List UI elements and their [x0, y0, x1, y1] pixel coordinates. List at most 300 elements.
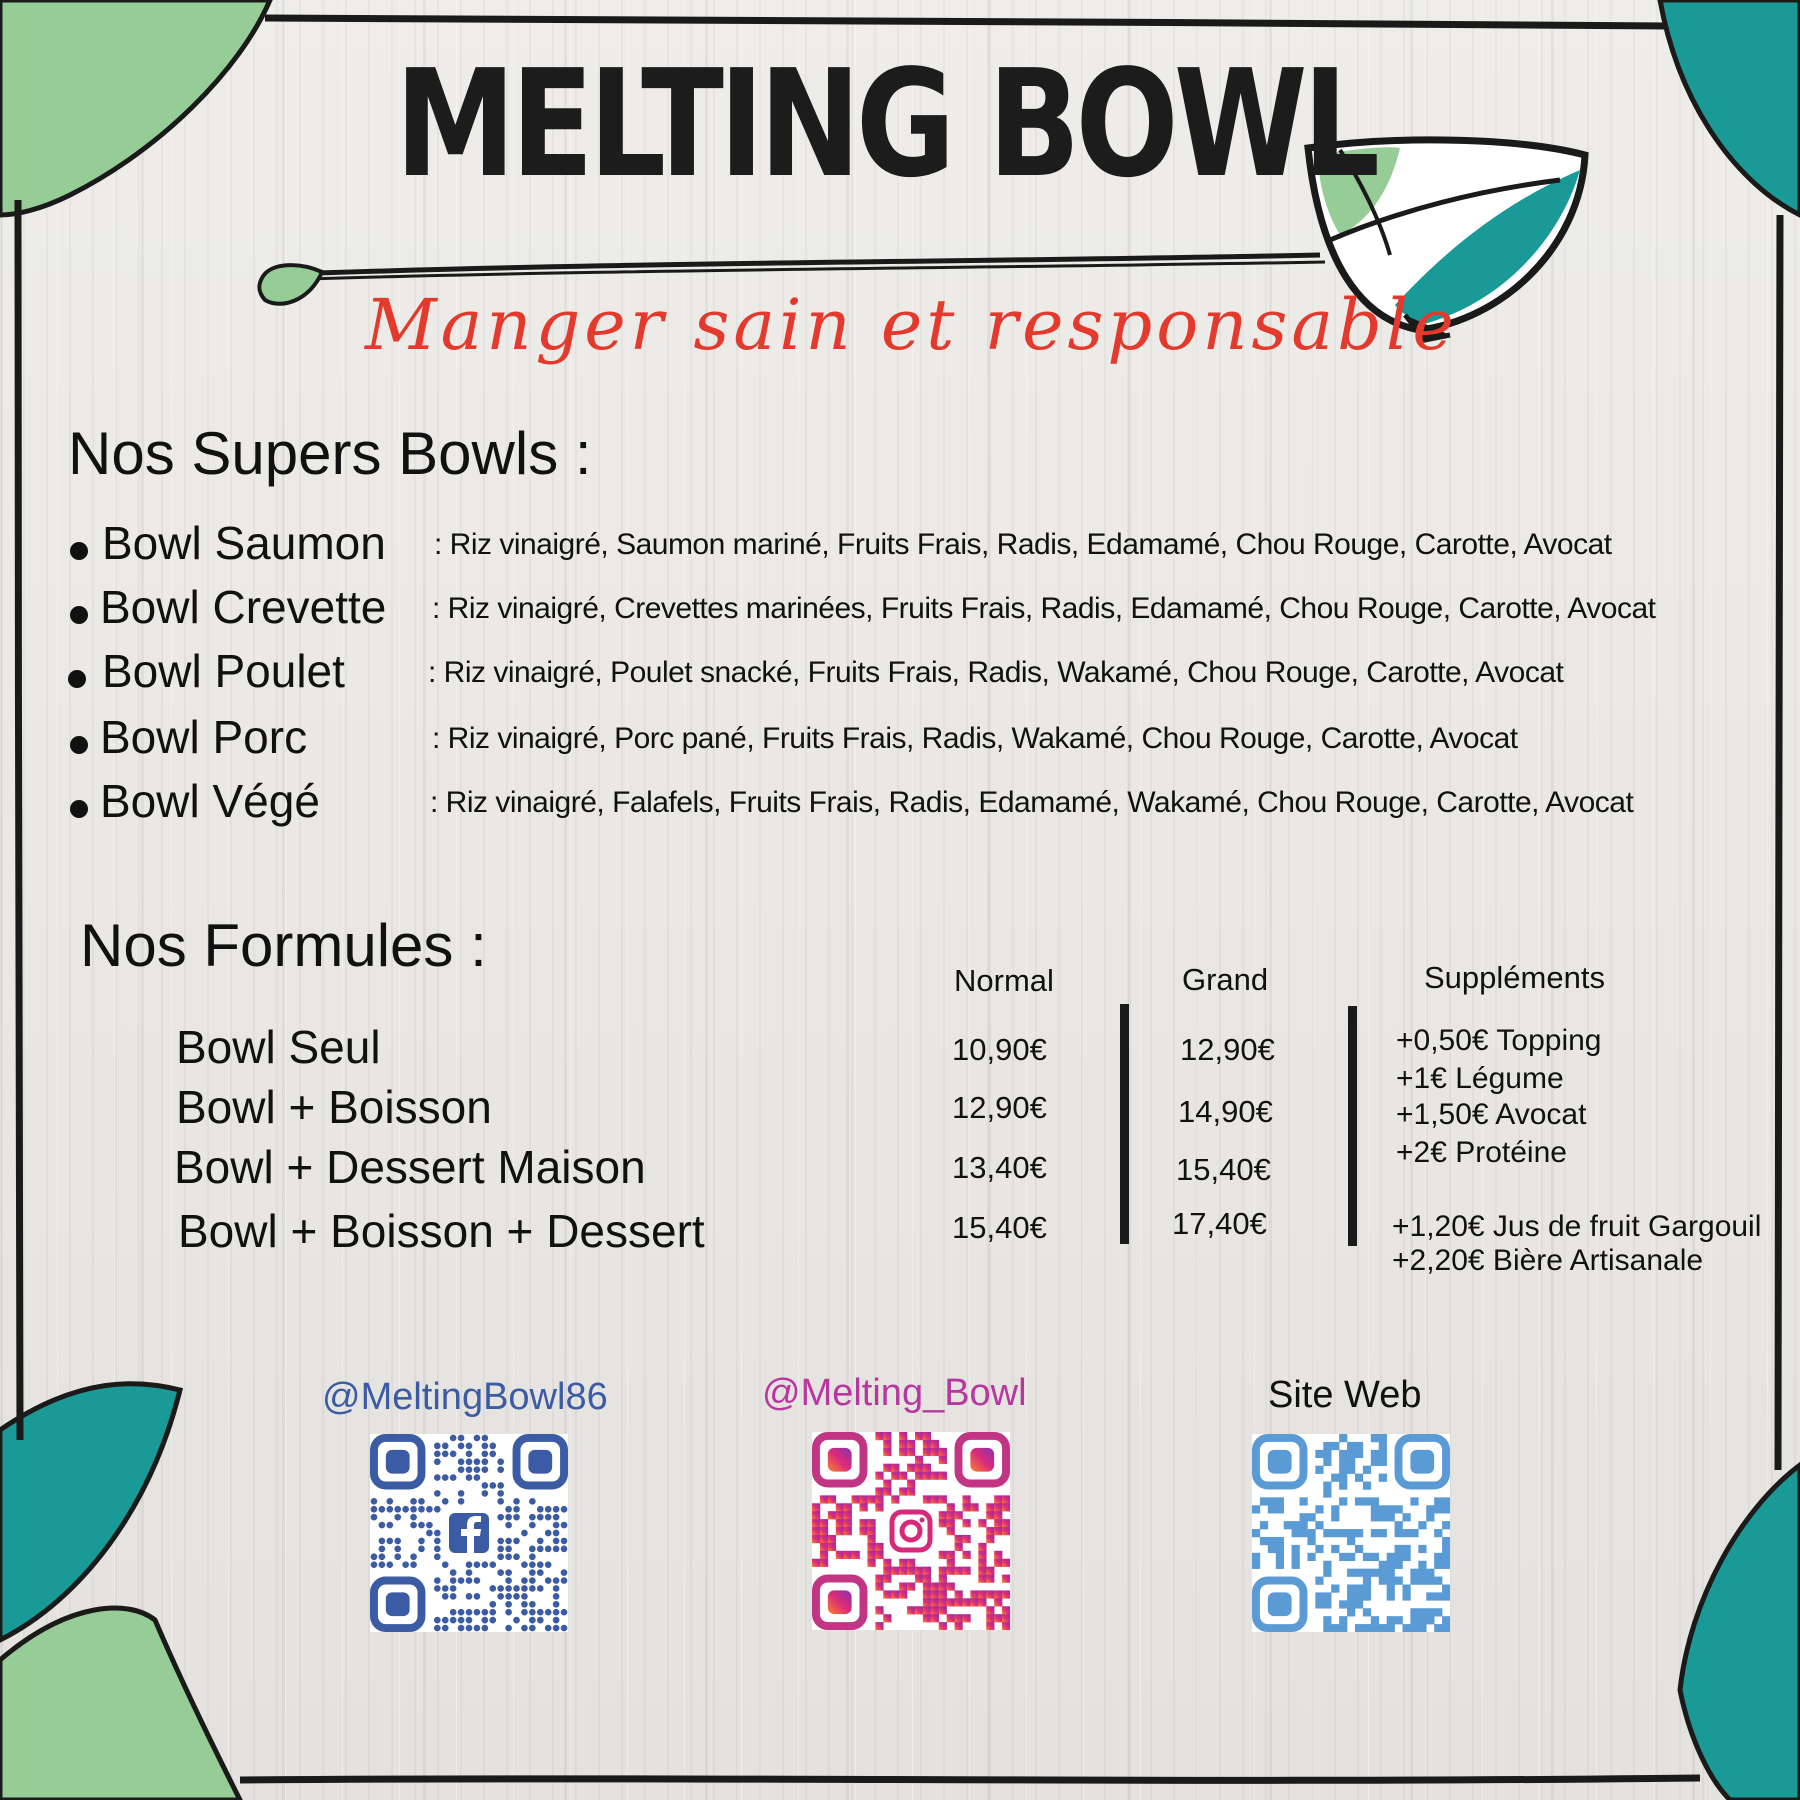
- qr-module: [1323, 1616, 1331, 1624]
- qr-module: [434, 1450, 441, 1457]
- qr-module: [1371, 1553, 1379, 1561]
- qr-module: [537, 1569, 544, 1576]
- qr-module: [844, 1503, 852, 1511]
- qr-module: [553, 1601, 560, 1608]
- qr-module: [482, 1443, 489, 1450]
- qr-finder-center: [386, 1450, 410, 1474]
- qr-module: [529, 1609, 536, 1616]
- list-item: [62, 516, 1782, 576]
- qr-module: [553, 1585, 560, 1592]
- qr-module: [1002, 1495, 1010, 1503]
- qr-module: [939, 1448, 947, 1456]
- qr-module: [513, 1553, 520, 1560]
- qr-module: [1260, 1497, 1268, 1505]
- qr-module: [1410, 1529, 1418, 1537]
- qr-module: [978, 1559, 986, 1567]
- qr-module: [1323, 1489, 1331, 1497]
- qr-module: [883, 1432, 891, 1440]
- qr-module: [1442, 1521, 1450, 1529]
- qr-module: [1395, 1553, 1403, 1561]
- qr-finder-center: [828, 1590, 852, 1614]
- qr-module: [1339, 1450, 1347, 1458]
- price-normal: 10,90€: [952, 1032, 1047, 1067]
- qr-module: [1442, 1553, 1450, 1561]
- instagram-icon: [888, 1508, 934, 1554]
- qr-module: [1331, 1442, 1339, 1450]
- qr-module: [1418, 1616, 1426, 1624]
- qr-module: [875, 1606, 883, 1614]
- qr-module: [1387, 1561, 1395, 1569]
- col-supplements-header: Suppléments: [1424, 960, 1605, 995]
- qr-module: [1410, 1577, 1418, 1585]
- qr-module: [1363, 1624, 1371, 1632]
- qr-module: [1387, 1584, 1395, 1592]
- qr-module: [994, 1590, 1002, 1598]
- qr-module: [836, 1511, 844, 1519]
- qr-module: [1387, 1592, 1395, 1600]
- qr-module: [1387, 1505, 1395, 1513]
- qr-module: [947, 1527, 955, 1535]
- qr-module: [386, 1538, 393, 1545]
- formules-heading: Nos Formules :: [80, 912, 487, 979]
- qr-module: [434, 1538, 441, 1545]
- qr-module: [474, 1474, 481, 1481]
- qr-module: [1355, 1474, 1363, 1482]
- qr-module: [545, 1577, 552, 1584]
- qr-module: [1395, 1505, 1403, 1513]
- qr-module: [867, 1535, 875, 1543]
- qr-module: [1315, 1521, 1323, 1529]
- qr-module: [1292, 1561, 1300, 1569]
- qr-module: [947, 1503, 955, 1511]
- qr-module: [1402, 1624, 1410, 1632]
- qr-module: [434, 1506, 441, 1513]
- qr-module: [923, 1464, 931, 1472]
- qr-module: [955, 1614, 963, 1622]
- qr-module: [836, 1527, 844, 1535]
- qr-module: [1395, 1561, 1403, 1569]
- qr-module: [907, 1559, 915, 1567]
- qr-module: [875, 1472, 883, 1480]
- qr-module: [474, 1625, 481, 1632]
- qr-module: [931, 1606, 939, 1614]
- qr-module: [939, 1567, 947, 1575]
- qr-module: [907, 1582, 915, 1590]
- qr-module: [1339, 1529, 1347, 1537]
- qr-module: [1315, 1600, 1323, 1608]
- qr-module: [1323, 1450, 1331, 1458]
- qr-module: [434, 1585, 441, 1592]
- qr-module: [915, 1464, 923, 1472]
- qr-module: [410, 1514, 417, 1521]
- qr-module: [1323, 1442, 1331, 1450]
- qr-module: [931, 1472, 939, 1480]
- qr-module: [1268, 1545, 1276, 1553]
- qr-module: [962, 1567, 970, 1575]
- bowl-name: Bowl Saumon: [102, 517, 386, 569]
- qr-module: [545, 1530, 552, 1537]
- qr-module: [1339, 1482, 1347, 1490]
- qr-module: [394, 1514, 401, 1521]
- qr-module: [1363, 1577, 1371, 1585]
- qr-finder-center: [528, 1450, 552, 1474]
- qr-module: [497, 1458, 504, 1465]
- qr-module: [1442, 1624, 1450, 1632]
- qr-module: [1426, 1569, 1434, 1577]
- qr-module: [561, 1522, 568, 1529]
- qr-module: [489, 1561, 496, 1568]
- qr-module: [947, 1598, 955, 1606]
- qr-module: [1379, 1474, 1387, 1482]
- qr-module: [489, 1609, 496, 1616]
- facebook-icon: [449, 1513, 489, 1553]
- qr-module: [1331, 1513, 1339, 1521]
- qr-module: [899, 1448, 907, 1456]
- qr-module: [899, 1432, 907, 1440]
- qr-module: [923, 1582, 931, 1590]
- qr-module: [442, 1474, 449, 1481]
- qr-module: [561, 1546, 568, 1553]
- qr-module: [1442, 1592, 1450, 1600]
- qr-module: [1371, 1529, 1379, 1537]
- qr-module: [1395, 1616, 1403, 1624]
- qr-module: [505, 1569, 512, 1576]
- qr-module: [426, 1506, 433, 1513]
- qr-module: [1363, 1584, 1371, 1592]
- qr-module: [1426, 1608, 1434, 1616]
- qr-module: [1323, 1561, 1331, 1569]
- qr-module: [434, 1530, 441, 1537]
- qr-module: [1379, 1561, 1387, 1569]
- qr-module: [426, 1530, 433, 1537]
- bowl-description: : Riz vinaigré, Falafels, Fruits Frais, Radis, Edamamé, Wakamé, Chou Rouge, Carotte, Avocat: [430, 786, 1634, 819]
- qr-module: [899, 1582, 907, 1590]
- qr-module: [505, 1546, 512, 1553]
- qr-module: [434, 1490, 441, 1497]
- qr-module: [434, 1617, 441, 1624]
- qr-module: [1323, 1458, 1331, 1466]
- qr-module: [1418, 1608, 1426, 1616]
- qr-module: [513, 1593, 520, 1600]
- bowls-heading: Nos Supers Bowls :: [68, 420, 592, 487]
- qr-module: [442, 1443, 449, 1450]
- qr-module: [1347, 1569, 1355, 1577]
- qr-module: [836, 1503, 844, 1511]
- qr-module: [939, 1598, 947, 1606]
- qr-module: [434, 1577, 441, 1584]
- qr-module: [537, 1546, 544, 1553]
- qr-module: [1331, 1545, 1339, 1553]
- qr-module: [482, 1435, 489, 1442]
- qr-module: [505, 1522, 512, 1529]
- qr-module: [939, 1622, 947, 1630]
- facebook-qr-code[interactable]: [370, 1434, 568, 1632]
- col-grand-header: Grand: [1182, 962, 1269, 997]
- qr-module: [923, 1495, 931, 1503]
- qr-module: [1418, 1577, 1426, 1585]
- qr-module: [986, 1590, 994, 1598]
- qr-module: [450, 1609, 457, 1616]
- qr-module: [899, 1590, 907, 1598]
- supplement-item: +1,50€ Avocat: [1396, 1098, 1587, 1131]
- bowl-description: : Riz vinaigré, Crevettes marinées, Fruits Frais, Radis, Edamamé, Chou Rouge, Carotte, Avocat: [432, 592, 1656, 625]
- qr-module: [1347, 1600, 1355, 1608]
- formule-name: Bowl Seul: [176, 1021, 381, 1073]
- qr-module: [458, 1458, 465, 1465]
- qr-module: [553, 1625, 560, 1632]
- qr-module: [553, 1546, 560, 1553]
- supplement-item: +2,20€ Bière Artisanale: [1392, 1244, 1704, 1277]
- qr-module: [986, 1503, 994, 1511]
- qr-module: [915, 1432, 923, 1440]
- qr-module: [1371, 1616, 1379, 1624]
- qr-module: [1339, 1466, 1347, 1474]
- qr-module: [1002, 1622, 1010, 1630]
- qr-module: [371, 1561, 378, 1568]
- qr-module: [947, 1567, 955, 1575]
- qr-module: [529, 1498, 536, 1505]
- qr-module: [1379, 1434, 1387, 1442]
- qr-module: [505, 1609, 512, 1616]
- qr-module: [434, 1474, 441, 1481]
- qr-module: [828, 1495, 836, 1503]
- list-item: [62, 580, 1782, 640]
- qr-module: [1426, 1616, 1434, 1624]
- qr-module: [994, 1551, 1002, 1559]
- qr-module: [1355, 1529, 1363, 1537]
- qr-module: [978, 1543, 986, 1551]
- website-qr-code[interactable]: [1252, 1434, 1450, 1632]
- qr-module: [386, 1506, 393, 1513]
- qr-module: [394, 1538, 401, 1545]
- website-label[interactable]: Site Web: [1268, 1374, 1422, 1416]
- qr-module: [497, 1553, 504, 1560]
- qr-module: [867, 1527, 875, 1535]
- qr-module: [458, 1609, 465, 1616]
- qr-module: [1331, 1474, 1339, 1482]
- qr-module: [986, 1606, 994, 1614]
- qr-module: [545, 1561, 552, 1568]
- qr-module: [899, 1567, 907, 1575]
- qr-module: [466, 1450, 473, 1457]
- brand-tagline: Manger sain et responsable: [365, 284, 1458, 366]
- qr-module: [497, 1498, 504, 1505]
- qr-module: [891, 1567, 899, 1575]
- qr-module: [1347, 1450, 1355, 1458]
- qr-module: [907, 1487, 915, 1495]
- qr-module: [1395, 1521, 1403, 1529]
- qr-module: [497, 1538, 504, 1545]
- qr-module: [986, 1535, 994, 1543]
- qr-module: [434, 1443, 441, 1450]
- qr-module: [513, 1514, 520, 1521]
- qr-module: [1339, 1624, 1347, 1632]
- qr-module: [1395, 1577, 1403, 1585]
- qr-module: [1434, 1553, 1442, 1561]
- qr-module: [529, 1625, 536, 1632]
- qr-module: [1339, 1616, 1347, 1624]
- qr-module: [947, 1582, 955, 1590]
- instagram-qr-code[interactable]: [812, 1432, 1010, 1630]
- qr-finder-center: [828, 1448, 852, 1472]
- qr-module: [875, 1503, 883, 1511]
- qr-module: [994, 1503, 1002, 1511]
- qr-module: [1434, 1497, 1442, 1505]
- qr-module: [947, 1551, 955, 1559]
- qr-module: [521, 1577, 528, 1584]
- qr-module: [489, 1482, 496, 1489]
- bowl-name: Bowl Végé: [100, 775, 320, 827]
- qr-module: [1323, 1529, 1331, 1537]
- qr-module: [1284, 1521, 1292, 1529]
- qr-module: [907, 1440, 915, 1448]
- qr-module: [537, 1585, 544, 1592]
- qr-module: [450, 1593, 457, 1600]
- qr-module: [466, 1593, 473, 1600]
- qr-module: [986, 1575, 994, 1583]
- formule-name: Bowl + Dessert Maison: [174, 1141, 646, 1193]
- qr-module: [1355, 1592, 1363, 1600]
- qr-module: [1434, 1592, 1442, 1600]
- qr-module: [883, 1464, 891, 1472]
- qr-module: [867, 1495, 875, 1503]
- qr-module: [1442, 1537, 1450, 1545]
- price-grand: 15,40€: [1176, 1152, 1271, 1187]
- qr-module: [1323, 1482, 1331, 1490]
- bullet-icon: [70, 542, 88, 560]
- qr-module: [1252, 1529, 1260, 1537]
- qr-module: [497, 1546, 504, 1553]
- qr-module: [529, 1617, 536, 1624]
- qr-module: [955, 1543, 963, 1551]
- qr-module: [978, 1598, 986, 1606]
- qr-module: [553, 1522, 560, 1529]
- qr-module: [474, 1458, 481, 1465]
- qr-module: [1331, 1505, 1339, 1513]
- qr-module: [521, 1625, 528, 1632]
- qr-module: [955, 1622, 963, 1630]
- qr-module: [915, 1606, 923, 1614]
- qr-module: [955, 1598, 963, 1606]
- instagram-handle[interactable]: @Melting_Bowl: [762, 1372, 1027, 1414]
- qr-module: [418, 1538, 425, 1545]
- qr-module: [505, 1601, 512, 1608]
- formule-name: Bowl + Boisson + Dessert: [178, 1205, 705, 1257]
- qr-module: [1387, 1616, 1395, 1624]
- qr-module: [907, 1464, 915, 1472]
- qr-module: [521, 1609, 528, 1616]
- qr-module: [1363, 1497, 1371, 1505]
- qr-module: [442, 1593, 449, 1600]
- qr-module: [418, 1522, 425, 1529]
- bowl-name: Bowl Crevette: [100, 581, 387, 633]
- qr-module: [891, 1590, 899, 1598]
- qr-module: [371, 1553, 378, 1560]
- qr-module: [1347, 1553, 1355, 1561]
- qr-module: [482, 1450, 489, 1457]
- qr-module: [1276, 1505, 1284, 1513]
- qr-module: [489, 1443, 496, 1450]
- qr-module: [875, 1582, 883, 1590]
- qr-module: [1418, 1545, 1426, 1553]
- qr-module: [962, 1519, 970, 1527]
- qr-module: [1442, 1505, 1450, 1513]
- qr-module: [986, 1614, 994, 1622]
- qr-module: [1347, 1608, 1355, 1616]
- qr-module: [1323, 1592, 1331, 1600]
- qr-module: [537, 1506, 544, 1513]
- qr-module: [434, 1458, 441, 1465]
- qr-module: [386, 1561, 393, 1568]
- qr-module: [812, 1535, 820, 1543]
- qr-module: [1347, 1466, 1355, 1474]
- qr-module: [505, 1585, 512, 1592]
- qr-module: [513, 1585, 520, 1592]
- qr-module: [474, 1466, 481, 1473]
- qr-module: [1379, 1624, 1387, 1632]
- supplement-item: +2€ Protéine: [1396, 1136, 1567, 1169]
- qr-module: [1363, 1569, 1371, 1577]
- qr-module: [883, 1575, 891, 1583]
- qr-module: [812, 1503, 820, 1511]
- qr-module: [1379, 1450, 1387, 1458]
- qr-module: [1410, 1624, 1418, 1632]
- qr-module: [394, 1506, 401, 1513]
- qr-module: [521, 1585, 528, 1592]
- column-divider: [1120, 1004, 1129, 1244]
- qr-module: [418, 1546, 425, 1553]
- qr-module: [1300, 1529, 1308, 1537]
- qr-module: [545, 1625, 552, 1632]
- qr-module: [1371, 1434, 1379, 1442]
- bowl-name: Bowl Poulet: [102, 645, 345, 697]
- qr-module: [1371, 1569, 1379, 1577]
- qr-module: [899, 1487, 907, 1495]
- price-grand: 14,90€: [1178, 1094, 1273, 1129]
- qr-module: [875, 1432, 883, 1440]
- formule-name: Bowl + Boisson: [176, 1081, 492, 1133]
- qr-module: [875, 1487, 883, 1495]
- qr-module: [923, 1440, 931, 1448]
- qr-module: [1339, 1458, 1347, 1466]
- qr-module: [529, 1601, 536, 1608]
- qr-module: [1379, 1569, 1387, 1577]
- qr-module: [513, 1538, 520, 1545]
- qr-module: [553, 1577, 560, 1584]
- qr-module: [939, 1582, 947, 1590]
- qr-module: [1355, 1600, 1363, 1608]
- qr-module: [1371, 1497, 1379, 1505]
- qr-module: [1402, 1529, 1410, 1537]
- qr-module: [379, 1553, 386, 1560]
- qr-module: [1315, 1545, 1323, 1553]
- qr-module: [1434, 1577, 1442, 1585]
- qr-module: [521, 1561, 528, 1568]
- qr-module: [553, 1617, 560, 1624]
- supplement-item: +1,20€ Jus de fruit Gargouil: [1392, 1210, 1762, 1243]
- qr-module: [442, 1561, 449, 1568]
- qr-module: [1307, 1553, 1315, 1561]
- facebook-handle[interactable]: @MeltingBowl86: [322, 1376, 608, 1418]
- qr-module: [875, 1575, 883, 1583]
- qr-module: [907, 1606, 915, 1614]
- qr-module: [1442, 1584, 1450, 1592]
- qr-module: [497, 1514, 504, 1521]
- top-right-leaf-icon: [1660, 0, 1800, 215]
- qr-module: [986, 1511, 994, 1519]
- qr-module: [1002, 1606, 1010, 1614]
- qr-module: [1434, 1505, 1442, 1513]
